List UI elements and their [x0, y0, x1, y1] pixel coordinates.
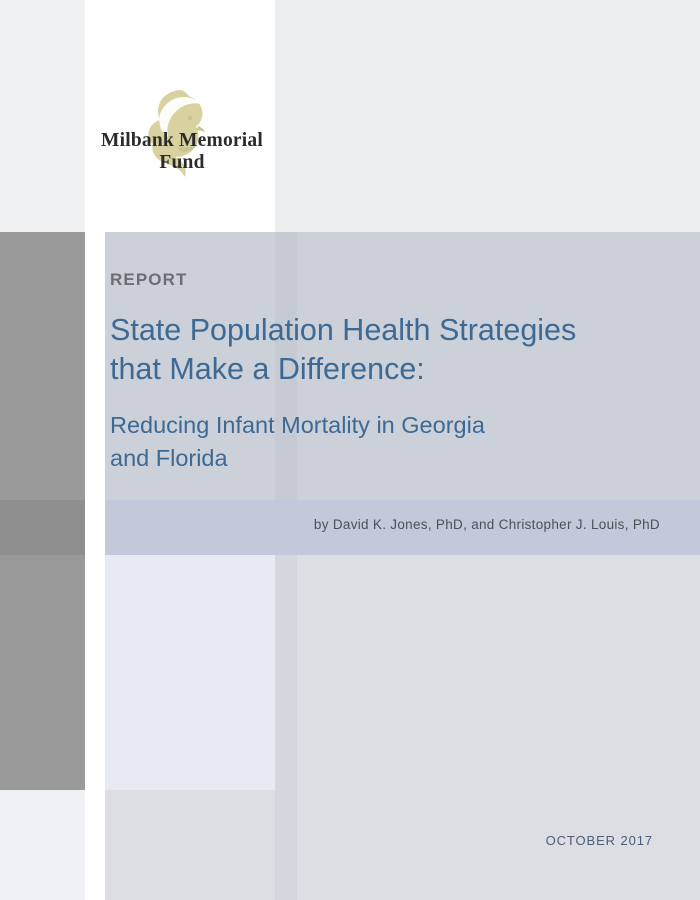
background-block-top-right [275, 0, 700, 232]
report-label: REPORT [110, 270, 188, 289]
page-subtitle-line-1: Reducing Infant Mortality in Georgia [110, 412, 485, 438]
page-title-line-1: State Population Health Strategies [110, 313, 577, 347]
page-subtitle [110, 409, 670, 475]
page-title-line-2: that Make a Difference: [110, 352, 425, 386]
author-byline: by David K. Jones, PhD, and Christopher J. Louis, PhD [313, 517, 660, 532]
background-block-mid-left-grey [0, 232, 85, 522]
organization-logo [86, 88, 278, 188]
page-subtitle-line-2: and Florida [110, 445, 228, 471]
logo-wordmark: Milbank Memorial Fund [101, 130, 263, 173]
background-block-lower-strip [275, 555, 297, 900]
background-block-lower-left-grey [0, 555, 85, 790]
background-block-lower-gutter [85, 555, 105, 900]
publication-date: OCTOBER 2017 [545, 833, 653, 848]
background-block-mid-gutter [85, 232, 105, 522]
background-block-top-left [0, 0, 85, 232]
background-block-lower-pale [105, 555, 275, 790]
page-title [110, 311, 680, 389]
